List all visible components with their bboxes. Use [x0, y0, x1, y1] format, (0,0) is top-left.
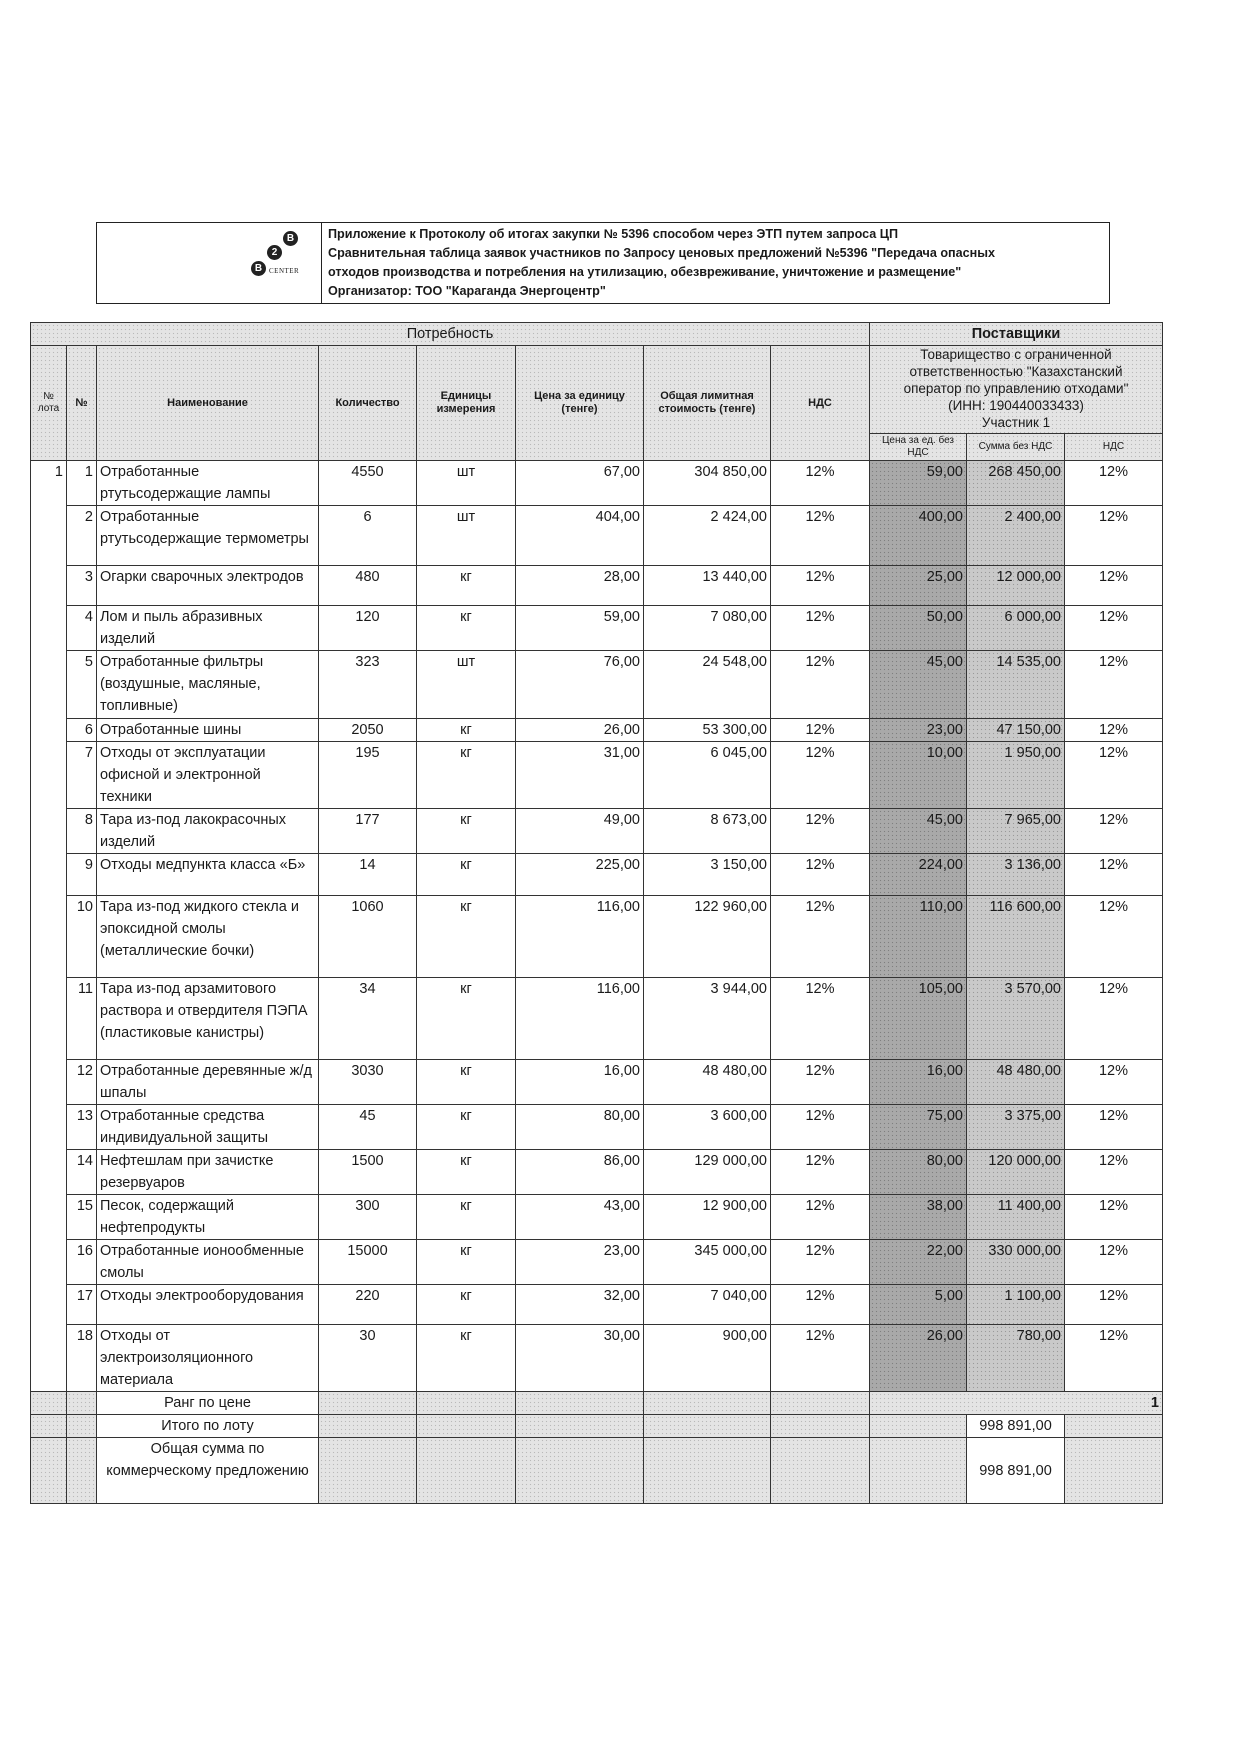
- supplier-sum: 1 100,00: [967, 1285, 1065, 1325]
- supplier-sum: 12 000,00: [967, 566, 1065, 606]
- supplier-sum: 1 950,00: [967, 742, 1065, 809]
- item-name: Отработанные ртутьсодержащие лампы: [97, 461, 319, 506]
- item-total-limit: 7 040,00: [644, 1285, 771, 1325]
- supplier-unit-price: 38,00: [870, 1195, 967, 1240]
- supplier-unit-price: 105,00: [870, 978, 967, 1060]
- item-total-limit: 24 548,00: [644, 651, 771, 719]
- table-row: [31, 1150, 1163, 1195]
- table-footer: [31, 1392, 1163, 1504]
- item-name: Нефтешлам при зачистке резервуаров: [97, 1150, 319, 1195]
- supplier-unit-price: 400,00: [870, 506, 967, 566]
- header-line: Приложение к Протоколу об итогах закупки № 5396 способом через ЭТП путем запроса ЦП: [328, 227, 899, 241]
- table-row: [31, 854, 1163, 896]
- row-number: 4: [67, 606, 97, 651]
- table-row: [31, 566, 1163, 606]
- table-row: [31, 1195, 1163, 1240]
- item-total-limit: 2 424,00: [644, 506, 771, 566]
- row-number: 5: [67, 651, 97, 719]
- item-name: Отработанные ртутьсодержащие термометры: [97, 506, 319, 566]
- item-name: Отработанные шины: [97, 719, 319, 742]
- item-vat: 12%: [771, 1150, 870, 1195]
- supplier-unit-price: 23,00: [870, 719, 967, 742]
- supplier-unit-price: 75,00: [870, 1105, 967, 1150]
- table-row: [31, 978, 1163, 1060]
- item-vat: 12%: [771, 506, 870, 566]
- supplier-vat: 12%: [1065, 1060, 1163, 1105]
- item-unit-price: 116,00: [516, 896, 644, 978]
- comparison-table: [30, 322, 1163, 1504]
- item-vat: 12%: [771, 1060, 870, 1105]
- item-unit-price: 23,00: [516, 1240, 644, 1285]
- table-header: [31, 323, 1163, 461]
- item-qty: 6: [319, 506, 417, 566]
- row-number: 11: [67, 978, 97, 1060]
- item-total-limit: 304 850,00: [644, 461, 771, 506]
- supplier-line: (ИНН: 190440033433): [948, 398, 1084, 413]
- group-suppliers: Поставщики: [870, 323, 1163, 346]
- logo-letter: B: [283, 231, 298, 246]
- header-text: [322, 223, 1109, 303]
- item-name: Песок, содержащий нефтепродукты: [97, 1195, 319, 1240]
- item-vat: 12%: [771, 1325, 870, 1392]
- item-unit: кг: [417, 1325, 516, 1392]
- rank-label: Ранг по цене: [97, 1392, 319, 1415]
- row-number: 10: [67, 896, 97, 978]
- col-vat: НДС: [771, 346, 870, 461]
- b2b-center-logo: [97, 223, 322, 303]
- item-unit: кг: [417, 1150, 516, 1195]
- table-row: [31, 461, 1163, 506]
- supplier-unit-price: 16,00: [870, 1060, 967, 1105]
- item-unit-price: 43,00: [516, 1195, 644, 1240]
- item-name: Тара из-под жидкого стекла и эпоксидной смолы (металлические бочки): [97, 896, 319, 978]
- item-qty: 45: [319, 1105, 417, 1150]
- row-number: 16: [67, 1240, 97, 1285]
- item-unit-price: 49,00: [516, 809, 644, 854]
- col-unit: Единицы измерения: [417, 346, 516, 461]
- col-supplier-vat: НДС: [1065, 434, 1163, 461]
- item-vat: 12%: [771, 1240, 870, 1285]
- item-unit: шт: [417, 506, 516, 566]
- item-name: Отходы от электроизоляционного материала: [97, 1325, 319, 1392]
- item-unit: кг: [417, 1240, 516, 1285]
- item-vat: 12%: [771, 854, 870, 896]
- item-name: Отходы от эксплуатации офисной и электронной техники: [97, 742, 319, 809]
- item-unit: кг: [417, 978, 516, 1060]
- row-number: 13: [67, 1105, 97, 1150]
- item-name: Огарки сварочных электродов: [97, 566, 319, 606]
- supplier-vat: 12%: [1065, 854, 1163, 896]
- item-unit: кг: [417, 606, 516, 651]
- item-unit: шт: [417, 651, 516, 719]
- item-qty: 3030: [319, 1060, 417, 1105]
- supplier-line: Участник 1: [981, 415, 1051, 430]
- item-unit-price: 80,00: [516, 1105, 644, 1150]
- table-row: [31, 719, 1163, 742]
- item-qty: 120: [319, 606, 417, 651]
- table-row: [31, 1060, 1163, 1105]
- supplier-sum: 11 400,00: [967, 1195, 1065, 1240]
- row-number: 18: [67, 1325, 97, 1392]
- supplier-vat: 12%: [1065, 461, 1163, 506]
- item-total-limit: 345 000,00: [644, 1240, 771, 1285]
- supplier-vat: 12%: [1065, 606, 1163, 651]
- item-total-limit: 48 480,00: [644, 1060, 771, 1105]
- item-unit-price: 16,00: [516, 1060, 644, 1105]
- item-qty: 177: [319, 809, 417, 854]
- supplier-vat: 12%: [1065, 742, 1163, 809]
- row-number: 14: [67, 1150, 97, 1195]
- supplier-vat: 12%: [1065, 978, 1163, 1060]
- header-line: Организатор: ТОО "Караганда Энергоцентр": [328, 284, 606, 298]
- supplier-vat: 12%: [1065, 809, 1163, 854]
- table-body: [31, 461, 1163, 1392]
- col-lot-no: № лота: [31, 346, 67, 461]
- grand-total-value: 998 891,00: [967, 1438, 1065, 1504]
- item-qty: 1500: [319, 1150, 417, 1195]
- row-number: 7: [67, 742, 97, 809]
- item-unit-price: 86,00: [516, 1150, 644, 1195]
- item-qty: 195: [319, 742, 417, 809]
- row-number: 15: [67, 1195, 97, 1240]
- row-number: 8: [67, 809, 97, 854]
- table-row: [31, 651, 1163, 719]
- item-unit: шт: [417, 461, 516, 506]
- item-qty: 4550: [319, 461, 417, 506]
- item-total-limit: 7 080,00: [644, 606, 771, 651]
- item-total-limit: 12 900,00: [644, 1195, 771, 1240]
- table-row: [31, 896, 1163, 978]
- item-total-limit: 13 440,00: [644, 566, 771, 606]
- col-no: №: [67, 346, 97, 461]
- supplier-sum: 330 000,00: [967, 1240, 1065, 1285]
- supplier-vat: 12%: [1065, 896, 1163, 978]
- item-vat: 12%: [771, 461, 870, 506]
- item-total-limit: 6 045,00: [644, 742, 771, 809]
- item-unit: кг: [417, 1060, 516, 1105]
- header-line: отходов производства и потребления на утилизацию, обезвреживание, уничтожение и размещение": [328, 265, 962, 279]
- item-vat: 12%: [771, 1105, 870, 1150]
- lot-total-label: Итого по лоту: [97, 1415, 319, 1438]
- item-unit: кг: [417, 1285, 516, 1325]
- item-qty: 300: [319, 1195, 417, 1240]
- item-name: Лом и пыль абразивных изделий: [97, 606, 319, 651]
- item-total-limit: 3 600,00: [644, 1105, 771, 1150]
- item-unit: кг: [417, 1105, 516, 1150]
- table-row: [31, 506, 1163, 566]
- supplier-unit-price: 26,00: [870, 1325, 967, 1392]
- table-row: [31, 606, 1163, 651]
- item-vat: 12%: [771, 809, 870, 854]
- supplier-line: оператор по управлению отходами": [903, 381, 1129, 396]
- supplier-unit-price: 110,00: [870, 896, 967, 978]
- item-name: Отходы электрооборудования: [97, 1285, 319, 1325]
- supplier-unit-price: 10,00: [870, 742, 967, 809]
- table-row: [31, 1325, 1163, 1392]
- item-total-limit: 900,00: [644, 1325, 771, 1392]
- item-unit-price: 30,00: [516, 1325, 644, 1392]
- supplier-vat: 12%: [1065, 1285, 1163, 1325]
- table-row: [31, 1285, 1163, 1325]
- supplier-unit-price: 80,00: [870, 1150, 967, 1195]
- table-row: [31, 1105, 1163, 1150]
- supplier-unit-price: 22,00: [870, 1240, 967, 1285]
- item-qty: 34: [319, 978, 417, 1060]
- supplier-sum: 14 535,00: [967, 651, 1065, 719]
- supplier-unit-price: 50,00: [870, 606, 967, 651]
- supplier-sum: 7 965,00: [967, 809, 1065, 854]
- row-number: 17: [67, 1285, 97, 1325]
- item-vat: 12%: [771, 566, 870, 606]
- logo-letter: B: [251, 261, 266, 276]
- col-total-limit: Общая лимитная стоимость (тенге): [644, 346, 771, 461]
- supplier-sum: 2 400,00: [967, 506, 1065, 566]
- row-number: 9: [67, 854, 97, 896]
- item-unit: кг: [417, 566, 516, 606]
- item-total-limit: 129 000,00: [644, 1150, 771, 1195]
- item-qty: 2050: [319, 719, 417, 742]
- item-qty: 1060: [319, 896, 417, 978]
- item-total-limit: 53 300,00: [644, 719, 771, 742]
- rank-value: 1: [870, 1392, 1163, 1415]
- supplier-vat: 12%: [1065, 1325, 1163, 1392]
- item-unit: кг: [417, 896, 516, 978]
- col-qty: Количество: [319, 346, 417, 461]
- col-unit-price: Цена за единицу (тенге): [516, 346, 644, 461]
- supplier-vat: 12%: [1065, 1150, 1163, 1195]
- table-row: [31, 742, 1163, 809]
- item-qty: 220: [319, 1285, 417, 1325]
- row-number: 12: [67, 1060, 97, 1105]
- item-vat: 12%: [771, 978, 870, 1060]
- item-vat: 12%: [771, 1195, 870, 1240]
- grand-total-label: Общая сумма по коммерческому предложению: [97, 1438, 319, 1504]
- lot-number: 1: [31, 461, 67, 1392]
- row-number: 6: [67, 719, 97, 742]
- item-vat: 12%: [771, 719, 870, 742]
- item-name: Отработанные фильтры (воздушные, масляные, топливные): [97, 651, 319, 719]
- item-unit-price: 116,00: [516, 978, 644, 1060]
- supplier-sum: 780,00: [967, 1325, 1065, 1392]
- supplier-sum: 268 450,00: [967, 461, 1065, 506]
- item-unit-price: 67,00: [516, 461, 644, 506]
- item-unit: кг: [417, 854, 516, 896]
- item-unit-price: 26,00: [516, 719, 644, 742]
- item-unit-price: 59,00: [516, 606, 644, 651]
- logo-word: CENTER: [269, 267, 300, 275]
- supplier-line: ответственностью "Казахстанский: [909, 364, 1123, 379]
- item-total-limit: 3 944,00: [644, 978, 771, 1060]
- item-qty: 480: [319, 566, 417, 606]
- supplier-sum: 48 480,00: [967, 1060, 1065, 1105]
- supplier-sum: 3 570,00: [967, 978, 1065, 1060]
- item-unit-price: 225,00: [516, 854, 644, 896]
- supplier-sum: 120 000,00: [967, 1150, 1065, 1195]
- item-qty: 30: [319, 1325, 417, 1392]
- item-qty: 14: [319, 854, 417, 896]
- supplier-vat: 12%: [1065, 506, 1163, 566]
- item-unit-price: 32,00: [516, 1285, 644, 1325]
- item-vat: 12%: [771, 896, 870, 978]
- row-number: 2: [67, 506, 97, 566]
- supplier-unit-price: 224,00: [870, 854, 967, 896]
- item-unit: кг: [417, 719, 516, 742]
- supplier-unit-price: 59,00: [870, 461, 967, 506]
- supplier-unit-price: 45,00: [870, 651, 967, 719]
- item-unit-price: 76,00: [516, 651, 644, 719]
- item-qty: 323: [319, 651, 417, 719]
- supplier-line: Товарищество с ограниченной: [920, 347, 1112, 362]
- item-unit: кг: [417, 809, 516, 854]
- row-number: 1: [67, 461, 97, 506]
- supplier-unit-price: 5,00: [870, 1285, 967, 1325]
- item-vat: 12%: [771, 606, 870, 651]
- item-vat: 12%: [771, 651, 870, 719]
- item-name: Отработанные средства индивидуальной защиты: [97, 1105, 319, 1150]
- supplier-name: [870, 346, 1163, 434]
- item-total-limit: 8 673,00: [644, 809, 771, 854]
- row-number: 3: [67, 566, 97, 606]
- supplier-unit-price: 25,00: [870, 566, 967, 606]
- supplier-vat: 12%: [1065, 1105, 1163, 1150]
- item-vat: 12%: [771, 742, 870, 809]
- item-unit: кг: [417, 742, 516, 809]
- table-row: [31, 809, 1163, 854]
- col-name: Наименование: [97, 346, 319, 461]
- supplier-sum: 6 000,00: [967, 606, 1065, 651]
- supplier-vat: 12%: [1065, 651, 1163, 719]
- header-line: Сравнительная таблица заявок участников по Запросу ценовых предложений №5396 "Передача опасных: [328, 246, 995, 260]
- item-unit-price: 28,00: [516, 566, 644, 606]
- supplier-sum: 3 136,00: [967, 854, 1065, 896]
- item-name: Отработанные деревянные ж/д шпалы: [97, 1060, 319, 1105]
- lot-total-value: 998 891,00: [967, 1415, 1065, 1438]
- supplier-vat: 12%: [1065, 719, 1163, 742]
- logo-letter: 2: [267, 245, 282, 260]
- item-name: Тара из-под лакокрасочных изделий: [97, 809, 319, 854]
- item-vat: 12%: [771, 1285, 870, 1325]
- supplier-vat: 12%: [1065, 1195, 1163, 1240]
- item-name: Тара из-под арзамитового раствора и отвердителя ПЭПА (пластиковые канистры): [97, 978, 319, 1060]
- group-need: Потребность: [31, 323, 870, 346]
- item-total-limit: 122 960,00: [644, 896, 771, 978]
- supplier-sum: 47 150,00: [967, 719, 1065, 742]
- item-unit-price: 31,00: [516, 742, 644, 809]
- item-unit-price: 404,00: [516, 506, 644, 566]
- supplier-vat: 12%: [1065, 566, 1163, 606]
- item-total-limit: 3 150,00: [644, 854, 771, 896]
- item-name: Отходы медпункта класса «Б»: [97, 854, 319, 896]
- supplier-unit-price: 45,00: [870, 809, 967, 854]
- supplier-sum: 116 600,00: [967, 896, 1065, 978]
- supplier-vat: 12%: [1065, 1240, 1163, 1285]
- col-supplier-price: Цена за ед. без НДС: [870, 434, 967, 461]
- item-name: Отработанные ионообменные смолы: [97, 1240, 319, 1285]
- table-row: [31, 1240, 1163, 1285]
- item-qty: 15000: [319, 1240, 417, 1285]
- document-header: [96, 222, 1110, 304]
- supplier-sum: 3 375,00: [967, 1105, 1065, 1150]
- col-supplier-sum: Сумма без НДС: [967, 434, 1065, 461]
- item-unit: кг: [417, 1195, 516, 1240]
